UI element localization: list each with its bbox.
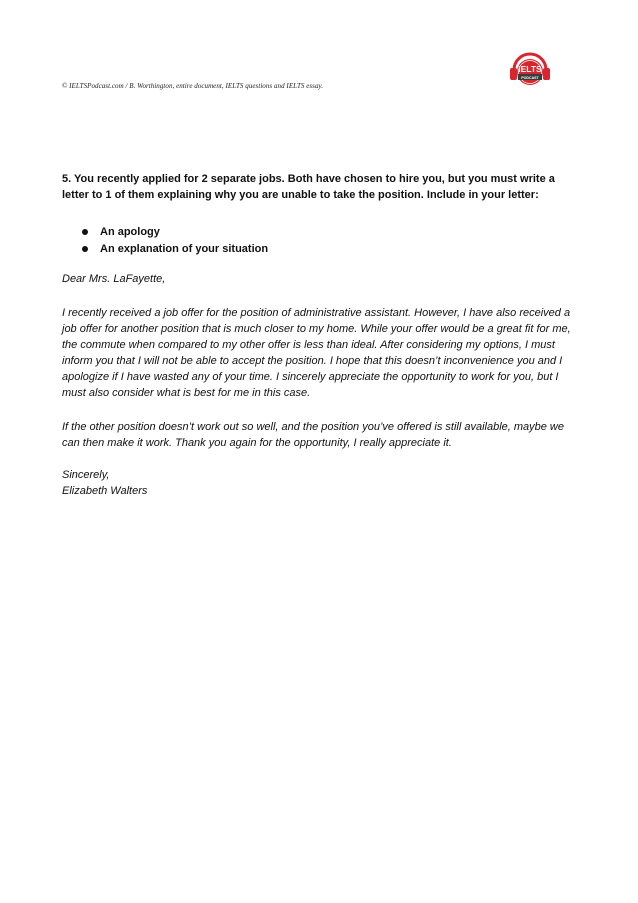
letter [62, 271, 582, 499]
letter-closing: Sincerely, [62, 469, 110, 481]
ielts-podcast-logo-icon [507, 44, 553, 90]
bullet-list [62, 223, 582, 257]
copyright-notice: © IELTSPodcast.com / B. Worthington, entire document, IELTS questions and IELTS essay. [62, 82, 324, 90]
letter-paragraph-2: If the other position doesn’t work out so well, and the position you’ve offered is still available, maybe we can then make it work. Thank you again for the opportunity, I really appreciate it. [62, 421, 564, 449]
letter-signature: Elizabeth Walters [62, 485, 148, 497]
page-header [0, 0, 638, 120]
bullet-icon [82, 246, 88, 252]
letter-paragraph-1: I recently received a job offer for the position of administrative assistant. However, I have also received a job offer for another position that is much closer to my home. While your offer would be a great fit for me, the commute when compared to my other offer is less than ideal. After considering my options, I must inform you that I will not be able to accept the position. I hope that this doesn’t inconvenience you and I apologize if I have wasted any of your time. I sincerely appreciate the opportunity to work for you, but I must also consider what is best for me in this case. [62, 307, 571, 399]
document-body [62, 171, 582, 499]
logo-text-podcast: PODCAST [521, 75, 539, 80]
question-prompt: 5. You recently applied for 2 separate jobs. Both have chosen to hire you, but you must write a letter to 1 of them explaining why you are unable to take the position. Include in your letter: [62, 173, 555, 201]
letter-salutation: Dear Mrs. LaFayette, [62, 273, 166, 285]
bullet-icon [82, 229, 88, 235]
logo-text-ielts: IELTS [518, 64, 542, 74]
list-item [62, 223, 582, 240]
bullet-text: An apology [100, 225, 160, 238]
bullet-text: An explanation of your situation [100, 242, 269, 255]
list-item [62, 240, 582, 257]
